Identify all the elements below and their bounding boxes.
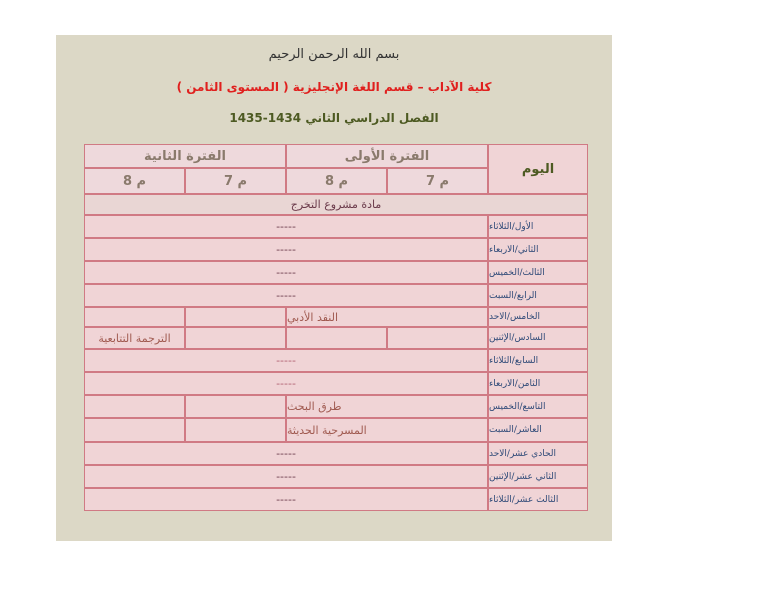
day-label: الثالث/الخميس [488,261,588,284]
empty-cell [185,327,286,349]
empty-cell [185,307,286,327]
subject-cell: طرق البحث [286,395,488,418]
subject-cell: المسرحية الحديثة [286,418,488,442]
time-header: م 8 [286,168,387,194]
empty-row: ----- [84,238,488,261]
empty-row: ----- [84,261,488,284]
day-label: التاسع/الخميس [488,395,588,418]
time-header: م 7 [387,168,488,194]
empty-row: ----- [84,442,488,465]
empty-cell [387,327,488,349]
day-label: الرابع/السبت [488,284,588,307]
semester-title: الفصل الدراسي الثاني 1434-1435 [229,111,439,125]
day-label: الثامن/الاربعاء [488,372,588,395]
time-header: م 8 [84,168,185,194]
day-label: الحادي عشر/الاحد [488,442,588,465]
schedule-sheet [56,35,612,541]
day-label: السادس/الإثنين [488,327,588,349]
empty-cell [84,418,185,442]
empty-cell [286,327,387,349]
empty-row: ----- [84,465,488,488]
time-header: م 7 [185,168,286,194]
empty-row: ----- [84,349,488,372]
day-label: الثاني/الاربعاء [488,238,588,261]
empty-cell [84,395,185,418]
day-header: اليوم [488,144,588,194]
day-label: العاشر/السبت [488,418,588,442]
college-title: كلية الآداب – قسم اللغة الإنجليزية ( المستوى الثامن ) [176,80,492,94]
subject-cell: الترجمة التتابعية [84,327,185,349]
period-second-header: الفترة الثانية [84,144,286,168]
day-label: الخامس/الاحد [488,307,588,327]
project-row: مادة مشروع التخرج [84,194,588,215]
empty-cell [185,418,286,442]
empty-row: ----- [84,284,488,307]
period-first-header: الفترة الأولى [286,144,488,168]
day-label: الأول/الثلاثاء [488,215,588,238]
empty-row: ----- [84,488,488,511]
basmala: بسم الله الرحمن الرحيم [268,47,400,62]
empty-row: ----- [84,372,488,395]
day-label: الثاني عشر/الإثنين [488,465,588,488]
day-label: الثالث عشر/الثلاثاء [488,488,588,511]
subject-cell: النقد الأدبي [286,307,488,327]
empty-cell [185,395,286,418]
day-label: السابع/الثلاثاء [488,349,588,372]
empty-cell [84,307,185,327]
empty-row: ----- [84,215,488,238]
